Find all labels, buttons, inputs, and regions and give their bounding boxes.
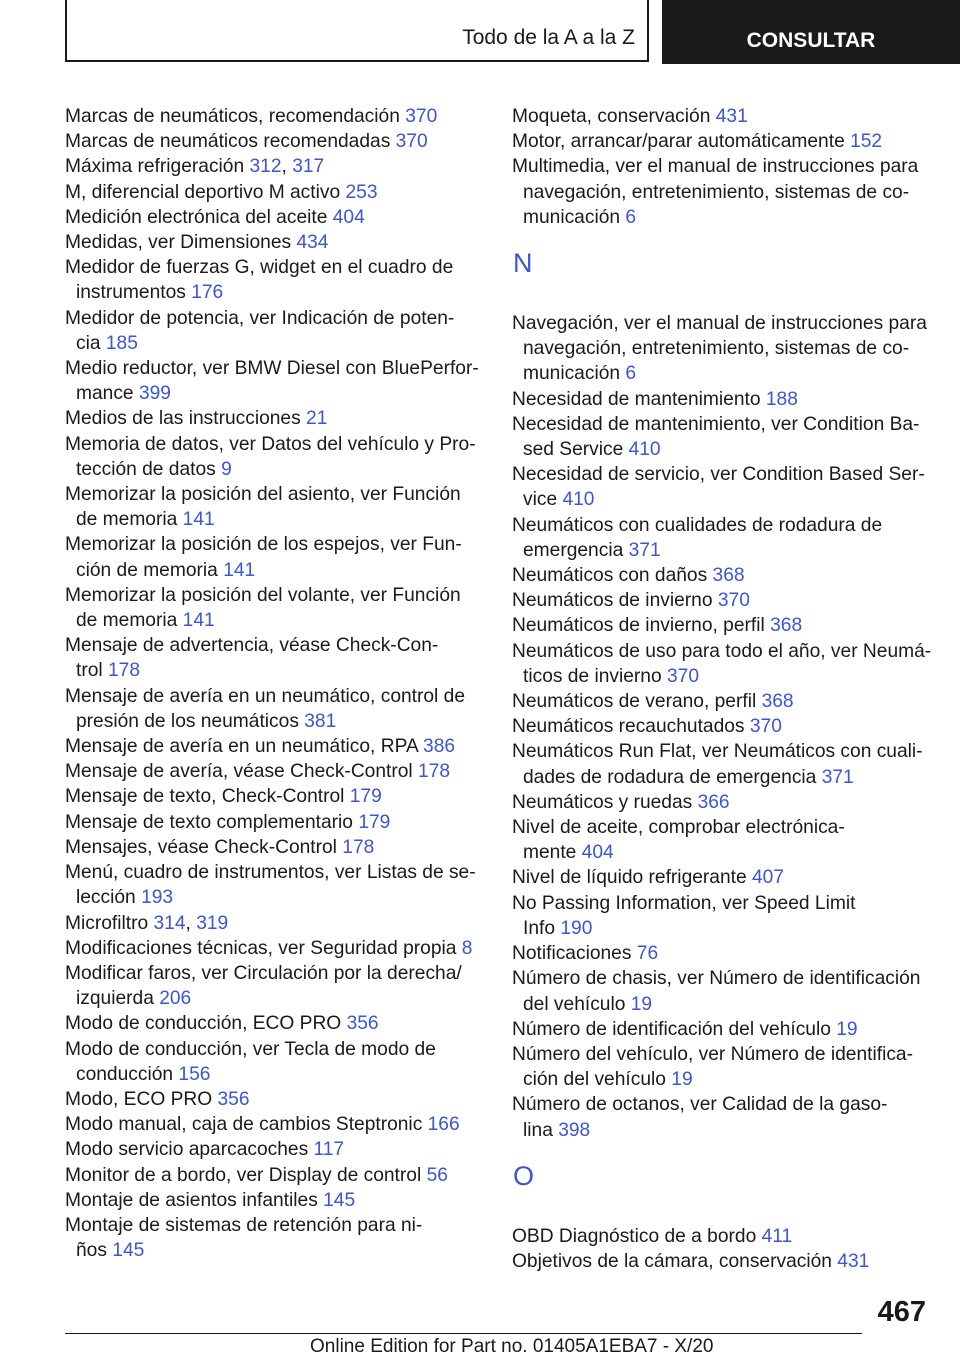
page-reference-link[interactable]: 410	[628, 439, 661, 461]
index-entry-text: No Passing Information, ver Speed Limit	[512, 892, 856, 914]
page-reference-link[interactable]: 152	[850, 131, 883, 153]
page-reference-link[interactable]: 366	[697, 791, 730, 813]
index-entry-text: Necesidad de mantenimiento	[512, 388, 761, 410]
index-entry	[65, 734, 485, 759]
page-reference-link[interactable]: 76	[636, 943, 659, 965]
index-entry-text: conducción	[76, 1063, 174, 1085]
index-entry-text: Memorizar la posición del volante, ver Función	[65, 584, 461, 606]
index-entry-text: Medidor de potencia, ver Indicación de poten-	[65, 307, 455, 329]
index-entry-text: dades de rodadura de emergencia	[523, 766, 817, 788]
page-reference-link[interactable]: 410	[562, 489, 595, 511]
page-reference-link[interactable]: 431	[715, 106, 748, 127]
page-reference-link[interactable]: 371	[628, 539, 661, 561]
page-reference-link[interactable]: 178	[418, 761, 451, 783]
index-entry	[65, 936, 485, 961]
index-letter-heading: N	[513, 248, 533, 279]
page-reference-link[interactable]: 19	[671, 1069, 693, 1091]
page-reference-link[interactable]: 370	[749, 716, 782, 738]
index-entry-text: Mensaje de avería en un neumático, RPA	[65, 736, 418, 758]
index-entry-text: Marcas de neumáticos recomendadas	[65, 131, 391, 153]
index-entry-text: Neumáticos recauchutados	[512, 716, 745, 738]
index-entry-text: Mensaje de avería en un neumático, control de	[65, 685, 465, 707]
index-entry	[65, 810, 485, 835]
consultar-tab-label: CONSULTAR	[746, 29, 876, 52]
index-entry	[65, 1213, 485, 1263]
index-entry-text: Monitor de a bordo, ver Display de control	[65, 1164, 422, 1186]
index-entry-text: trol	[76, 660, 103, 682]
index-entry	[65, 255, 485, 305]
index-entry-text: navegación, entretenimiento, sistemas de co-	[523, 338, 910, 360]
index-entry-text: Microfiltro	[65, 912, 149, 934]
page-reference-link[interactable]: 370	[717, 590, 750, 612]
index-entry	[65, 784, 485, 809]
index-entry-text: Neumáticos Run Flat, ver Neumáticos con cuali-	[512, 741, 923, 763]
index-entry	[65, 633, 485, 683]
index-entry	[512, 412, 960, 462]
index-entry-text: Modo de conducción, ver Tecla de modo de	[65, 1038, 436, 1060]
index-entry	[65, 684, 485, 734]
page-reference-link[interactable]: 156	[178, 1063, 211, 1085]
page-reference-link[interactable]: 356	[346, 1013, 379, 1035]
index-entry-text: Medición electrónica del aceite	[65, 206, 328, 228]
index-entry-text: Modo servicio aparcacoches	[65, 1139, 309, 1161]
index-entry	[512, 129, 960, 154]
index-entry-text: Memoria de datos, ver Datos del vehículo y Pro-	[65, 433, 476, 455]
index-entry	[512, 1042, 960, 1092]
index-entry	[512, 588, 960, 613]
index-entry	[65, 583, 485, 633]
index-entry-text: Neumáticos con daños	[512, 565, 708, 587]
page-reference-link[interactable]: 145	[323, 1189, 356, 1211]
page-reference-link[interactable]: 6	[625, 206, 637, 228]
index-entry	[65, 406, 485, 431]
section-title-box	[65, 0, 649, 62]
page-reference-link[interactable]: 356	[217, 1088, 250, 1110]
page-reference-link[interactable]: 179	[358, 811, 391, 833]
page-reference-link[interactable]: 8	[461, 937, 473, 959]
page-number: 467	[877, 1296, 926, 1328]
index-entry-text: Neumáticos y ruedas	[512, 791, 693, 813]
page-reference-link[interactable]: 9	[221, 458, 232, 480]
index-entry-text: Modificaciones técnicas, ver Seguridad propia	[65, 937, 457, 959]
index-entry-text: Mensajes, véase Check-Control	[65, 836, 337, 858]
index-entry	[65, 759, 485, 784]
index-entry-text: Notificaciones	[512, 943, 632, 965]
page-reference-link[interactable]: 398	[558, 1119, 591, 1141]
index-entry	[512, 1249, 960, 1274]
index-entry-text: Medios de las instrucciones	[65, 408, 301, 430]
index-column-left	[65, 104, 485, 1263]
page-reference-link[interactable]: 317	[292, 156, 325, 178]
index-entry-text: ción del vehículo	[523, 1069, 666, 1091]
index-entry	[512, 639, 960, 689]
index-entry	[65, 1112, 485, 1137]
page-reference-link[interactable]: 141	[182, 610, 215, 632]
index-entry-text: Número de identificación del vehículo	[512, 1018, 831, 1040]
index-entry-text: ticos de invierno	[523, 665, 662, 687]
index-entry	[512, 689, 960, 714]
page-reference-link[interactable]: 368	[770, 615, 803, 637]
page-reference-link[interactable]: 117	[313, 1139, 345, 1161]
index-entry-text: Marcas de neumáticos, recomendación	[65, 106, 400, 127]
index-entry-text: Info	[523, 917, 556, 939]
index-entry-text: Necesidad de servicio, ver Condition Based Ser-	[512, 464, 925, 486]
index-entry	[512, 865, 960, 890]
index-entry-text: Medidas, ver Dimensiones	[65, 232, 292, 254]
page-reference-link[interactable]: 319	[196, 912, 229, 934]
index-entry-text: Necesidad de mantenimiento, ver Condition Ba-	[512, 413, 920, 435]
index-entry	[512, 387, 960, 412]
index-entry-text: navegación, entretenimiento, sistemas de co-	[523, 181, 910, 203]
index-entry-text: vice	[523, 489, 558, 511]
index-entry: Máxima refrigeración 312, 317	[65, 156, 325, 178]
index-entry-text: Motor, arrancar/parar automáticamente	[512, 131, 845, 153]
page-reference-link[interactable]: 386	[423, 736, 456, 758]
index-entry	[65, 1137, 485, 1162]
page-reference-link[interactable]: 381	[304, 710, 337, 732]
page-reference-link[interactable]: 411	[761, 1225, 793, 1247]
page-reference-link[interactable]: 314	[153, 912, 186, 934]
index-entry-text: Modo, ECO PRO	[65, 1088, 213, 1110]
index-entry-text: Modo manual, caja de cambios Steptronic	[65, 1114, 423, 1136]
index-entry	[65, 482, 485, 532]
index-entry	[65, 432, 485, 482]
index-entry-text: tección de datos	[76, 458, 216, 480]
page-reference-link[interactable]: 19	[630, 993, 653, 1015]
index-entry	[512, 311, 960, 387]
index-entry-text: Montaje de sistemas de retención para ni-	[65, 1214, 423, 1236]
index-entry-text: Mensaje de avería, véase Check-Control	[65, 761, 413, 783]
index-entry	[512, 714, 960, 739]
index-entry	[65, 1037, 485, 1087]
page-reference-link[interactable]: 404	[581, 842, 614, 864]
index-entry-text: cia	[76, 332, 101, 354]
index-entry	[65, 230, 485, 255]
page-reference-link[interactable]: 253	[345, 181, 378, 203]
page-reference-link[interactable]: 434	[296, 232, 329, 254]
index-entry	[512, 815, 960, 865]
index-entry-text: Medio reductor, ver BMW Diesel con BluePerfor-	[65, 358, 479, 380]
index-entry	[512, 154, 960, 230]
page-reference-link[interactable]: 179	[349, 786, 382, 808]
index-entry-text: Neumáticos con cualidades de rodadura de	[512, 514, 883, 536]
index-entry	[512, 790, 960, 815]
index-entry	[65, 961, 485, 1011]
index-entry-text: instrumentos	[76, 282, 186, 304]
index-entry-text: OBD Diagnóstico de a bordo	[512, 1225, 757, 1247]
index-entry	[65, 860, 485, 910]
index-entry-text: presión de los neumáticos	[76, 710, 299, 732]
index-entry	[512, 941, 960, 966]
page-reference-link[interactable]: 56	[426, 1164, 448, 1186]
index-entry	[512, 563, 960, 588]
index-entry-text: Número de octanos, ver Calidad de la gaso-	[512, 1094, 888, 1116]
index-entry-text: del vehículo	[523, 993, 626, 1015]
page-reference-link[interactable]: 371	[821, 766, 854, 788]
index-entry	[512, 891, 960, 941]
index-entry-text: Medidor de fuerzas G, widget en el cuadro de	[65, 257, 454, 279]
page-reference-link[interactable]: 407	[752, 867, 785, 889]
page-reference-link[interactable]: 178	[108, 660, 141, 682]
index-entry	[65, 306, 485, 356]
index-entry	[65, 129, 485, 154]
index-entry-text: Montaje de asientos infantiles	[65, 1189, 318, 1211]
page-reference-link[interactable]: 312	[249, 156, 282, 178]
page-reference-link[interactable]: 206	[159, 988, 192, 1010]
index-entry	[65, 835, 485, 860]
index-entry	[512, 739, 960, 789]
page-reference-link[interactable]: 368	[761, 691, 794, 713]
index-entry-text: de memoria	[76, 610, 178, 632]
index-entry-text: Nivel de líquido refrigerante	[512, 867, 747, 889]
page-reference-link[interactable]: 176	[191, 282, 224, 304]
index-entry-text: mente	[523, 842, 577, 864]
index-entry-text: municación	[523, 206, 621, 228]
index-entry	[65, 180, 485, 205]
index-entry-text: Objetivos de la cámara, conservación	[512, 1250, 832, 1272]
index-entry	[65, 1163, 485, 1188]
index-entry-text: Nivel de aceite, comprobar electrónica-	[512, 817, 845, 839]
page-reference-link[interactable]: 193	[141, 887, 174, 909]
index-entry	[512, 1092, 960, 1142]
index-entry	[65, 104, 485, 129]
index-entry	[65, 1087, 485, 1112]
index-entry-text: Menú, cuadro de instrumentos, ver Listas de se-	[65, 862, 476, 884]
index-entry-text: Mensaje de advertencia, véase Check-Con-	[65, 635, 439, 657]
index-entry-text: Neumáticos de uso para todo el año, ver Neumá-	[512, 640, 932, 662]
page-reference-link[interactable]: 178	[342, 836, 375, 858]
index-entry	[512, 513, 960, 563]
index-entry-text: Moqueta, conservación	[512, 106, 711, 127]
index-entry-text: Modificar faros, ver Circulación por la derecha/	[65, 962, 462, 984]
index-entry-text: ños	[76, 1240, 107, 1262]
index-entry-text: Multimedia, ver el manual de instrucciones para	[512, 156, 919, 178]
index-entry-text: Neumáticos de verano, perfil	[512, 691, 757, 713]
page-reference-link[interactable]: 404	[332, 206, 365, 228]
index-entry-text: Neumáticos de invierno	[512, 590, 713, 612]
index-entry	[512, 104, 960, 129]
index-entry-text: emergencia	[523, 539, 624, 561]
index-entry	[65, 1011, 485, 1036]
index-entry	[65, 205, 485, 230]
page-reference-link[interactable]: 185	[105, 332, 138, 354]
page-reference-link[interactable]: 6	[625, 363, 637, 385]
page-reference-link[interactable]: 368	[712, 565, 745, 587]
index-entry	[512, 1224, 960, 1249]
page-reference-link[interactable]: 21	[306, 408, 328, 430]
index-entry-text: de memoria	[76, 509, 178, 531]
page-reference-link[interactable]: 370	[405, 106, 438, 127]
footer-divider	[65, 1333, 862, 1334]
index-entry	[65, 532, 485, 582]
consultar-tab[interactable]	[662, 0, 960, 64]
index-entry-text: lección	[76, 887, 136, 909]
index-entry-text: mance	[76, 383, 134, 405]
index-entry-text: izquierda	[76, 988, 154, 1010]
page-reference-link[interactable]: 399	[138, 383, 171, 405]
index-entry-text: Número de chasis, ver Número de identificación	[512, 968, 921, 990]
index-entry	[512, 966, 960, 1016]
page-reference-link[interactable]: 145	[112, 1240, 145, 1262]
index-entry-text: Máxima refrigeración	[65, 156, 245, 178]
index-entry-text: Memorizar la posición del asiento, ver Función	[65, 484, 461, 506]
footer-edition-text: Online Edition for Part no. 01405A1EBA7 - X/20	[310, 1336, 714, 1357]
index-entry-text: Modo de conducción, ECO PRO	[65, 1013, 342, 1035]
index-letter-heading: O	[513, 1160, 535, 1191]
index-entry	[512, 613, 960, 638]
page-reference-link[interactable]: 19	[836, 1018, 858, 1040]
index-entry: Microfiltro 314, 319	[65, 912, 229, 934]
page-header	[65, 0, 960, 64]
page-reference-link[interactable]: 166	[427, 1114, 460, 1136]
index-entry-text: ción de memoria	[76, 559, 218, 581]
index-entry-text: lina	[523, 1119, 553, 1141]
index-entry-text: Navegación, ver el manual de instrucciones para	[512, 313, 927, 335]
index-entry-text: sed Service	[523, 439, 624, 461]
page-reference-link[interactable]: 190	[560, 917, 593, 939]
index-entry-text: Neumáticos de invierno, perfil	[512, 615, 765, 637]
page-reference-link[interactable]: 370	[395, 131, 428, 153]
index-entry-text: Memorizar la posición de los espejos, ver Fun-	[65, 534, 462, 556]
page-reference-link[interactable]: 370	[667, 665, 700, 687]
index-entry-text: Mensaje de texto complementario	[65, 811, 353, 833]
index-entry	[512, 462, 960, 512]
section-title: Todo de la A a la Z	[462, 26, 635, 49]
page-reference-link[interactable]: 188	[765, 388, 798, 410]
index-entry	[65, 356, 485, 406]
index-column-right	[512, 104, 960, 1274]
index-entry-text: Mensaje de texto, Check-Control	[65, 786, 345, 808]
index-entry	[65, 1188, 485, 1213]
page-reference-link[interactable]: 141	[182, 509, 215, 531]
index-entry-text: M, diferencial deportivo M activo	[65, 181, 341, 203]
index-entry-text: municación	[523, 363, 621, 385]
page-reference-link[interactable]: 431	[837, 1250, 870, 1272]
index-entry	[512, 1017, 960, 1042]
page-reference-link[interactable]: 141	[223, 559, 256, 581]
index-entry-text: Número del vehículo, ver Número de identifica-	[512, 1043, 913, 1065]
